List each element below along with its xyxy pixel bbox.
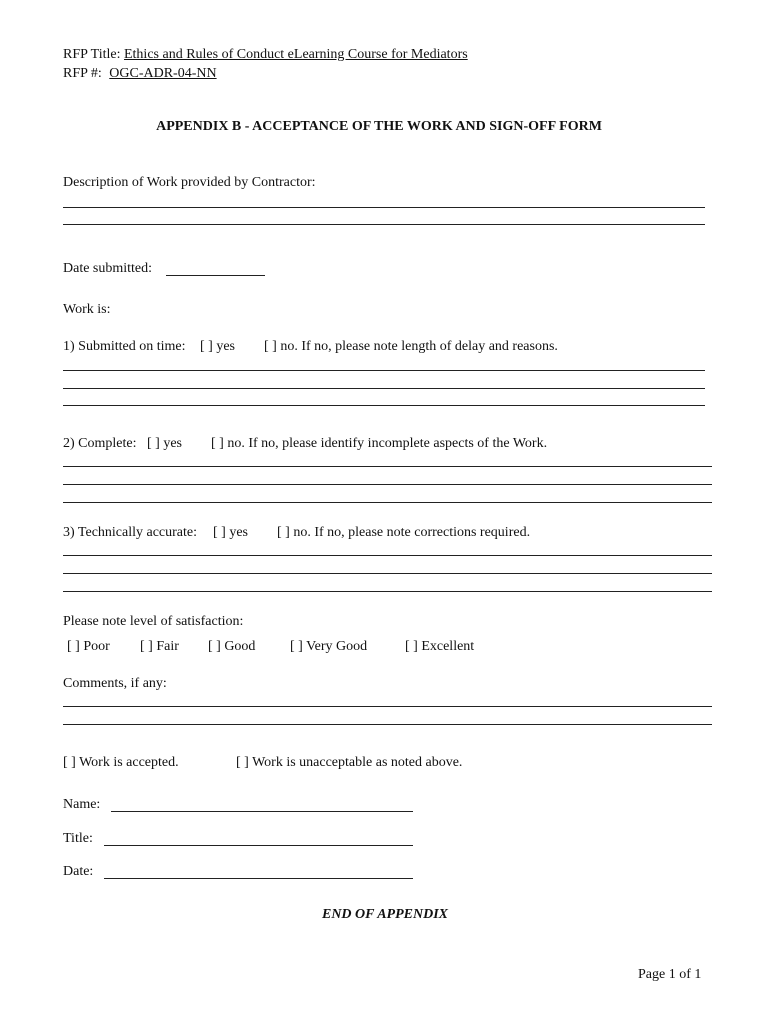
work-is-label: Work is:	[63, 302, 111, 317]
title-label: Title:	[63, 831, 93, 846]
date-label: Date:	[63, 864, 94, 879]
q2-line-3[interactable]	[63, 502, 712, 503]
q1-yes-checkbox[interactable]: [ ] yes	[200, 339, 235, 354]
q2-yes-checkbox[interactable]: [ ] yes	[147, 436, 182, 451]
work-accepted-checkbox[interactable]: [ ] Work is accepted.	[63, 755, 179, 770]
q1-line-3[interactable]	[63, 405, 705, 406]
rfp-title-row	[63, 47, 468, 63]
comments-line-2[interactable]	[63, 724, 712, 725]
description-label: Description of Work provided by Contractor:	[63, 175, 316, 190]
q1-line-1[interactable]	[63, 370, 705, 371]
description-line-1[interactable]	[63, 207, 705, 208]
date-field[interactable]	[104, 878, 413, 879]
title-field[interactable]	[104, 845, 413, 846]
q3-no-checkbox[interactable]: [ ] no. If no, please note corrections required.	[277, 525, 531, 540]
q1-prefix: 1) Submitted on time:	[63, 339, 186, 354]
end-of-appendix: END OF APPENDIX	[321, 907, 449, 922]
q2-line-2[interactable]	[63, 484, 712, 485]
q2-no-checkbox[interactable]: [ ] no. If no, please identify incomplete aspects of the Work.	[211, 436, 548, 451]
q3-line-2[interactable]	[63, 573, 712, 574]
page-title: APPENDIX B - ACCEPTANCE OF THE WORK AND SIGN-OFF FORM	[156, 119, 602, 134]
name-field[interactable]	[111, 811, 413, 812]
name-label: Name:	[63, 797, 101, 812]
rfp-number-label: RFP #:	[63, 66, 102, 81]
rfp-title-label: RFP Title:	[63, 47, 121, 62]
q3-prefix: 3) Technically accurate:	[63, 525, 198, 540]
satisfaction-option-poor[interactable]: [ ] Poor	[67, 639, 110, 654]
comments-line-1[interactable]	[63, 706, 712, 707]
satisfaction-option-excellent[interactable]: [ ] Excellent	[405, 639, 475, 654]
date-submitted-field[interactable]	[166, 275, 265, 276]
q3-line-3[interactable]	[63, 591, 712, 592]
q3-yes-checkbox[interactable]: [ ] yes	[213, 525, 248, 540]
q3-line-1[interactable]	[63, 555, 712, 556]
q1-no-checkbox[interactable]: [ ] no. If no, please note length of delay and reasons.	[264, 339, 558, 354]
satisfaction-option-very-good[interactable]: [ ] Very Good	[290, 639, 368, 654]
date-submitted-label: Date submitted:	[63, 261, 153, 276]
q2-line-1[interactable]	[63, 466, 712, 467]
rfp-title-value: Ethics and Rules of Conduct eLearning Course for Mediators	[123, 47, 468, 62]
satisfaction-option-good[interactable]: [ ] Good	[208, 639, 256, 654]
q2-prefix: 2) Complete:	[63, 436, 137, 451]
work-unacceptable-checkbox[interactable]: [ ] Work is unacceptable as noted above.	[236, 755, 463, 770]
satisfaction-option-fair[interactable]: [ ] Fair	[140, 639, 179, 654]
satisfaction-label: Please note level of satisfaction:	[63, 614, 244, 629]
q1-line-2[interactable]	[63, 388, 705, 389]
page-number: Page 1 of 1	[638, 967, 702, 982]
description-line-2[interactable]	[63, 224, 705, 225]
rfp-number-row	[63, 66, 217, 82]
comments-label: Comments, if any:	[63, 676, 167, 691]
rfp-number-value: OGC-ADR-04-NN	[109, 66, 217, 81]
